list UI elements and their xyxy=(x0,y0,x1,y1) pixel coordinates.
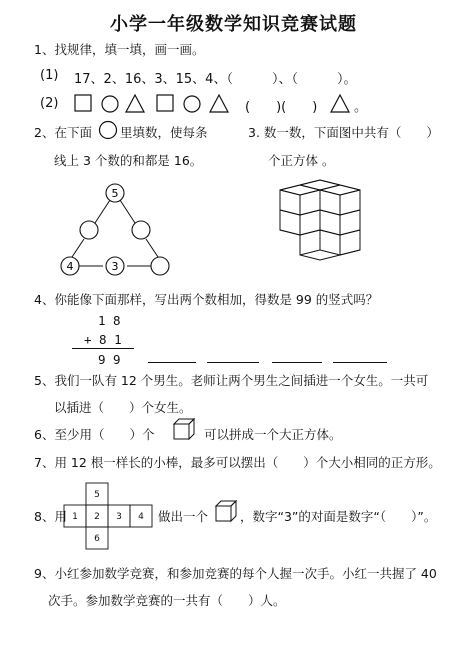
answer-line[interactable] xyxy=(333,362,387,363)
q2-line1-a: 2、在下面 xyxy=(34,125,92,140)
q9-line1: 9、小红参加数学竞赛，和参加竞赛的每个人握一次手。小红一共握了 40 xyxy=(34,566,437,581)
q4-stem: 4、你能像下面那样，写出两个数相加，得数是 99 的竖式吗？ xyxy=(34,292,379,307)
q6-part1: 6、至少用（ ）个 xyxy=(34,427,155,442)
circle-bottom-left-value: 4 xyxy=(66,260,74,273)
q1-p1-sequence: 17、2、16、3、15、4、（ ）、（ ）。 xyxy=(74,72,357,87)
q8-mid: 做出一个 xyxy=(158,509,209,524)
net-face-2: 2 xyxy=(94,512,100,522)
net-face-4: 4 xyxy=(138,512,144,522)
circle-left-mid xyxy=(80,221,98,239)
square-shape-icon xyxy=(75,95,91,111)
q1-p1-label: (1) xyxy=(40,68,59,83)
q2-number-triangle xyxy=(55,178,195,278)
cube-icon xyxy=(214,499,238,523)
circle-bottom-right xyxy=(151,257,169,275)
circle-shape-icon xyxy=(98,120,118,140)
net-face-3: 3 xyxy=(116,512,122,522)
q4-addend-top: 1 8 xyxy=(98,313,121,328)
page-title: 小学一年级数学知识竞赛试题 xyxy=(110,14,357,35)
triangle-shape-icon xyxy=(210,95,228,112)
q5-line2: 以插进（ ）个女生。 xyxy=(54,400,192,415)
q6-part2: 可以拼成一个大正方体。 xyxy=(204,427,342,442)
q9-line2: 次手。参加数学竞赛的一共有（ ）人。 xyxy=(48,593,286,608)
q5-line1: 5、我们一队有 12 个男生。老师让两个男生之间插进一个女生。一共可 xyxy=(34,373,429,388)
circle-right-mid xyxy=(132,221,150,239)
q3-line2: 个正方体 。 xyxy=(268,153,335,168)
net-face-5: 5 xyxy=(94,490,100,500)
cube-icon xyxy=(172,417,196,441)
q1-p2-label: (2) xyxy=(40,96,59,111)
square-shape-icon xyxy=(157,95,173,111)
circle-top-value: 5 xyxy=(111,187,119,200)
triangle-shape-icon xyxy=(126,95,144,112)
q1-p2-blanks: ( )( ) xyxy=(245,100,318,115)
q8-label: 8、用 xyxy=(34,509,67,524)
answer-line[interactable] xyxy=(148,362,196,363)
answer-line[interactable] xyxy=(272,362,322,363)
circle-shape-icon xyxy=(102,96,118,112)
triangle-shape-icon xyxy=(330,92,350,116)
q1-p2-end: 。 xyxy=(354,100,368,115)
q4-sum-line xyxy=(72,348,134,349)
q8-cube-net xyxy=(64,482,164,552)
q8-tail: ，数字“3”的对面是数字“（ ）”。 xyxy=(240,509,437,524)
q3-cube-stack xyxy=(270,180,380,280)
q1-stem: 1、找规律，填一填，画一画。 xyxy=(34,42,205,57)
q2-line2: 线上 3 个数的和都是 16。 xyxy=(54,153,203,168)
circle-bottom-mid-value: 3 xyxy=(111,260,119,273)
answer-line[interactable] xyxy=(207,362,259,363)
q7-text: 7、用 12 根一样长的小棒，最多可以摆出（ ）个大小相同的正方形。 xyxy=(34,455,441,470)
net-face-1: 1 xyxy=(72,512,78,522)
net-face-6: 6 xyxy=(94,534,100,544)
q2-line1-b: 里填数，使每条 xyxy=(120,125,208,140)
q3-line1: 3. 数一数，下面图中共有（ ） xyxy=(248,125,439,140)
q4-addend-bottom: + 8 1 xyxy=(84,332,122,347)
q1-shape-pattern xyxy=(74,92,264,116)
circle-shape-icon xyxy=(184,96,200,112)
q4-result: 9 9 xyxy=(98,352,121,367)
